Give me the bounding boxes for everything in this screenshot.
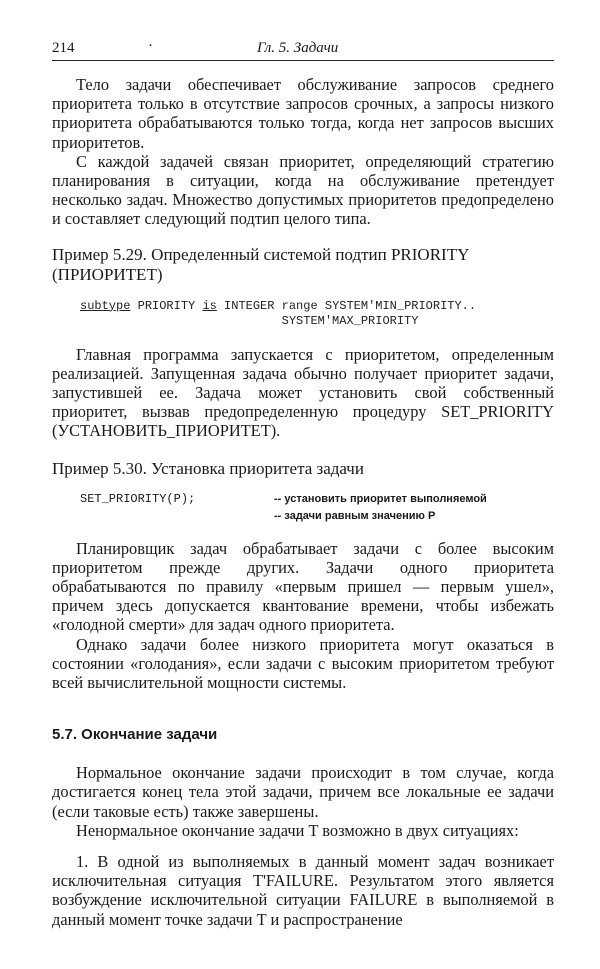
page-number: 214: [52, 40, 75, 56]
running-header: [52, 38, 554, 61]
code-line-2: SYSTEM'MAX_PRIORITY: [80, 313, 419, 328]
paragraph-8: 1. В одной из выполняемых в данный момент задач возникает исключительная ситуация T'FAILURE. Результатом этого является возбуждение исключительной ситуации FAILURE в выполняемой в данный момент точке задачи T и распространение: [52, 852, 554, 929]
paragraph-7: Ненормальное окончание задачи T возможно в двух ситуациях:: [76, 820, 519, 840]
is-keyword: is: [202, 298, 217, 313]
header-dot: ·: [148, 38, 153, 54]
code-comment-1: -- установить приоритет выполняемой: [274, 492, 487, 505]
paragraph-3: Главная программа запускается с приоритетом, определенным реализацией. Запущенная задача обычно получает приоритет задачи, запустившей ее. Задача может установить свой собственный приоритет, вызвав предопределенную процедуру SET_PRIORITY (УСТАНОВИТЬ_ПРИОРИТЕТ).: [52, 344, 554, 441]
section-heading: 5.7. Окончание задачи: [52, 726, 218, 744]
paragraph-6: Нормальное окончание задачи происходит в том случае, когда достигается конец тела этой задачи, причем все локальные ее задачи (если таковые есть) также завершены.: [52, 763, 554, 821]
paragraph-4: Планировщик задач обрабатывает задачи с более высоким приоритетом прежде других. Задачи одного приоритета обрабатываются по правилу «первым пришел — первым ушел», причем здесь допускается квантование времени, чтобы избежать «голодной смерти» для задач одного приоритета.: [52, 538, 554, 635]
code-line-1: subtype PRIORITY is INTEGER range SYSTEM'MIN_PRIORITY..: [80, 298, 477, 313]
code-comment-2: -- задачи равным значению P: [274, 509, 436, 522]
page: [52, 38, 554, 929]
paragraph-2: С каждой задачей связан приоритет, определяющий стратегию планирования в ситуации, когда на обслуживание претендует несколько задач. Множество допустимых приоритетов предопределено и составляет следующий подтип целого типа.: [52, 151, 554, 229]
set-priority-call: SET_PRIORITY(P);: [80, 491, 196, 506]
paragraph-1: Тело задачи обеспечивает обслуживание запросов среднего приоритета только в отсутствие запросов срочных, а запросы низкого приоритета обрабатываются только тогда, когда нет запросов высших приоритетов.: [52, 75, 554, 152]
code-comments: [274, 491, 487, 525]
set-priority-code: [80, 491, 554, 525]
priority-subtype-code: [80, 299, 554, 329]
example-5-29-title: Пример 5.29. Определенный системой подтип PRIORITY (ПРИОРИТЕТ): [52, 244, 469, 284]
subtype-keyword: subtype: [80, 298, 131, 313]
example-5-30-title: Пример 5.30. Установка приоритета задачи: [52, 458, 364, 478]
paragraph-5: Однако задачи более низкого приоритета могут оказаться в состоянии «голодания», если задачи с высоким приоритетом требуют всей вычислительной мощности системы.: [52, 634, 554, 693]
running-title: Гл. 5. Задачи: [257, 40, 339, 56]
